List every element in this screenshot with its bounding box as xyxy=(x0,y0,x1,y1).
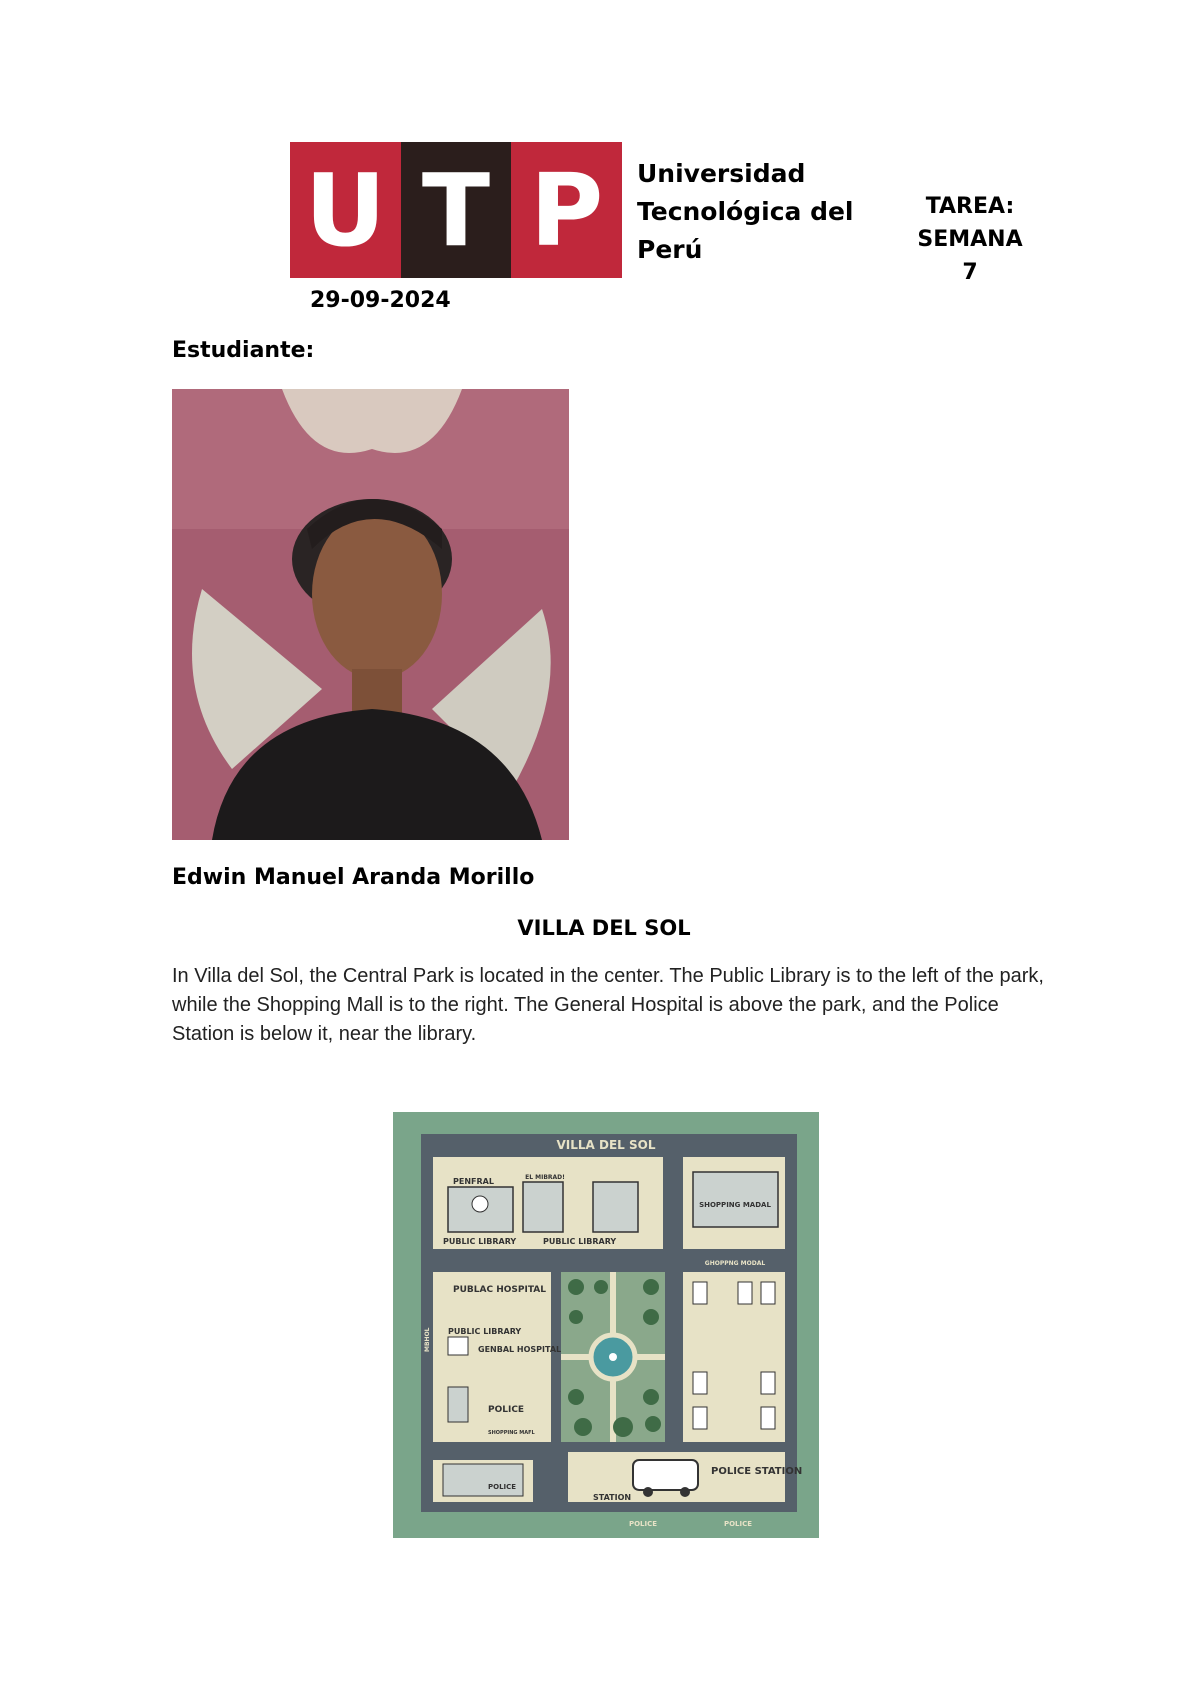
section-title: VILLA DEL SOL xyxy=(517,916,691,940)
map-label: EL MIBRAD! xyxy=(525,1174,565,1181)
map-label: POLICE xyxy=(488,1405,525,1415)
map-label: STATION xyxy=(593,1493,632,1502)
university-name-line: Tecnológica del xyxy=(637,197,854,226)
map-label: POLICE xyxy=(628,1520,658,1528)
logo-letter-t: T xyxy=(401,142,512,278)
logo-letter-p: P xyxy=(511,142,622,278)
university-name xyxy=(637,155,867,269)
student-label: Estudiante: xyxy=(172,338,315,363)
map-label: POLICE STATION xyxy=(711,1466,803,1477)
map-label: PUBLIC LIBRARY xyxy=(448,1327,522,1336)
assignment-line: SEMANA xyxy=(917,227,1023,252)
logo-letter-u: U xyxy=(290,142,401,278)
map-label: SHOPPING MADAL xyxy=(699,1201,771,1209)
map-label: MBHOL xyxy=(424,1327,431,1352)
university-name-line: Universidad xyxy=(637,159,806,188)
document-date: 29-09-2024 xyxy=(310,288,451,313)
map-label: PENFRAL xyxy=(453,1177,494,1186)
map-label: PUBLIC LIBRARY xyxy=(543,1237,617,1246)
map-label: POLICE xyxy=(488,1483,517,1491)
map-label: POLICE xyxy=(723,1520,753,1528)
student-photo xyxy=(172,389,569,840)
map-label: PUBLIC LIBRARY xyxy=(443,1237,517,1246)
university-name-line: Perú xyxy=(637,235,703,264)
utp-logo xyxy=(290,142,622,278)
description-paragraph: In Villa del Sol, the Central Park is located in the center. The Public Library is to the left of the park, while the Shopping Mall is to the right. The General Hospital is above the park, and the Police Station is below it, near the library. xyxy=(172,965,1044,1045)
map-label: GENBAL HOSPITAL xyxy=(478,1345,562,1354)
map-title: VILLA DEL SOL xyxy=(556,1138,656,1152)
assignment-label xyxy=(890,190,1050,289)
map-label: PUBLAC HOSPITAL xyxy=(453,1285,546,1295)
student-name: Edwin Manuel Aranda Morillo xyxy=(172,865,535,890)
villa-del-sol-map xyxy=(393,1112,819,1538)
map-label: SHOPPING MAFL xyxy=(488,1430,535,1436)
assignment-line: 7 xyxy=(962,260,978,285)
assignment-line: TAREA: xyxy=(925,194,1015,219)
map-label: GHOPPNG MODAL xyxy=(704,1260,766,1267)
